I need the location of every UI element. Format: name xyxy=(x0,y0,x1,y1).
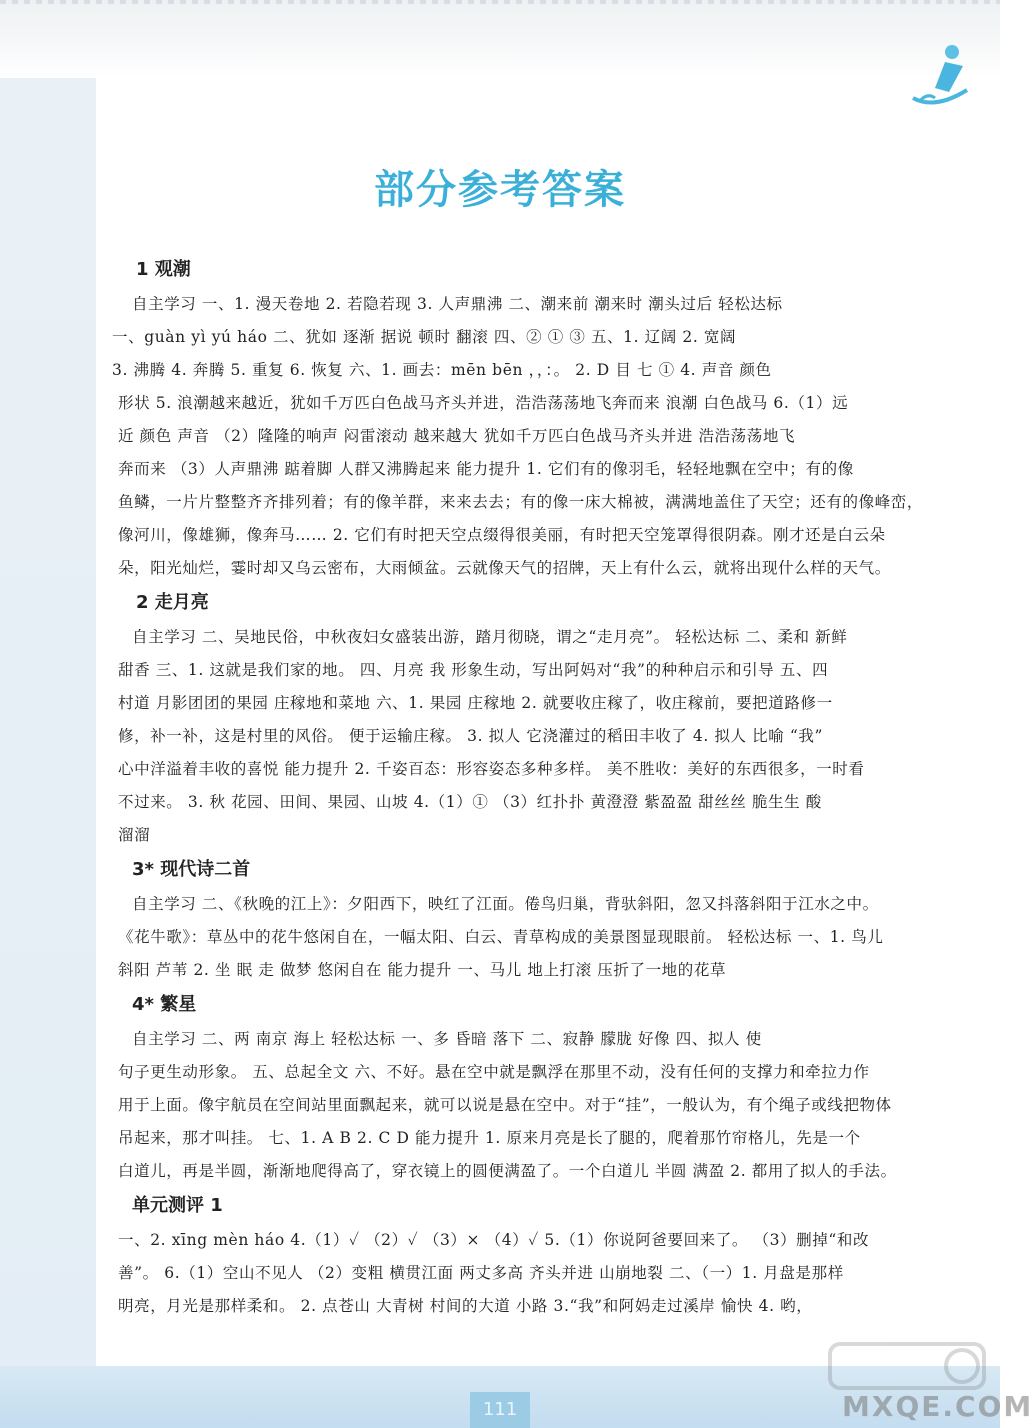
left-margin-tint xyxy=(0,78,96,1368)
text-line: 朵，阳光灿烂，霎时却又乌云密布，大雨倾盆。云就像天气的招牌，天上有什么云，就将出现什么样的天气。 xyxy=(118,559,891,577)
text-line: 像河川，像雄狮，像奔马…… 2. 它们有时把天空点缀得很美丽，有时把天空笼罩得很阴森。刚才还是白云朵 xyxy=(118,526,886,544)
text-line: 自主学习 二、吴地民俗，中秋夜妇女盛装出游，踏月彻晓，谓之“走月亮”。 轻松达标 二、柔和 新鲜 xyxy=(132,628,848,646)
section-heading: 3* 现代诗二首 xyxy=(132,859,251,880)
watermark-text: MXQE.COM xyxy=(842,1390,1033,1423)
text-line: 一、2. xīng mèn háo 4.（1）✓ （2）✓ （3）× （4）✓ 5.（1）你说阿爸要回来了。 （3）删掉“和改 xyxy=(118,1231,870,1249)
pen-logo-icon xyxy=(905,40,975,112)
text-line: 用于上面。像宇航员在空间站里面飘起来，就可以说是悬在空中。对于“挂”，一般认为，有个绳子或线把物体 xyxy=(118,1096,892,1114)
section-heading: 4* 繁星 xyxy=(132,994,197,1015)
text-line: 奔而来 （3）人声鼎沸 踮着脚 人群又沸腾起来 能力提升 1. 它们有的像羽毛，轻轻地飘在空中；有的像 xyxy=(118,460,854,478)
text-line: 善”。 6.（1）空山不见人 （2）变粗 横贯江面 两丈多高 齐头并进 山崩地裂 二、（一）1. 月盘是那样 xyxy=(118,1264,844,1282)
text-line: 一、guàn yì yú háo 二、犹如 逐渐 据说 顿时 翻滚 四、② ① ③ 五、1. 辽阔 2. 宽阔 xyxy=(112,328,737,346)
text-line: 村道 月影团团的果园 庄稼地和菜地 六、1. 果园 庄稼地 2. 就要收庄稼了，收庄稼前，要把道路修一 xyxy=(118,694,833,712)
page-number: 111 xyxy=(470,1392,530,1428)
text-line: 形状 5. 浪潮越来越近，犹如千万匹白色战马齐头并进，浩浩荡荡地飞奔而来 浪潮 白色战马 6.（1）远 xyxy=(118,394,849,412)
text-line: 《花牛歌》：草丛中的花牛悠闲自在，一幅太阳、白云、青草构成的美景图显现眼前。 轻松达标 一、1. 鸟儿 xyxy=(118,928,884,946)
text-line: 白道儿，再是半圆，渐渐地爬得高了，穿衣镜上的圆便满盈了。一个白道儿 半圆 满盈 2. 都用了拟人的手法。 xyxy=(118,1162,897,1180)
text-line: 吊起来，那才叫挂。 七、1. A B 2. C D 能力提升 1. 原来月亮是长了腿的，爬着那竹帘格儿，先是一个 xyxy=(118,1129,861,1147)
text-line: 明亮，月光是那样柔和。 2. 点苍山 大青树 村间的大道 小路 3.“我”和阿妈走过溪岸 愉快 4. 哟， xyxy=(118,1297,813,1315)
text-line: 自主学习 二、《秋晚的江上》：夕阳西下，映红了江面。倦鸟归巢，背驮斜阳，忽又抖落斜阳于江水之中。 xyxy=(132,895,879,913)
text-line: 鱼鳞，一片片整整齐齐排列着；有的像羊群，来来去去；有的像一床大棉被，满满地盖住了天空；还有的像峰峦， xyxy=(118,493,924,511)
section-heading: 单元测评 1 xyxy=(132,1195,223,1216)
text-line: 自主学习 一、1. 漫天卷地 2. 若隐若现 3. 人声鼎沸 二、潮来前 潮来时 潮头过后 轻松达标 xyxy=(132,295,783,313)
top-band xyxy=(0,0,1000,78)
text-line: 斜阳 芦苇 2. 坐 眠 走 做梦 悠闲自在 能力提升 一、马儿 地上打滚 压折了一地的花草 xyxy=(118,961,727,979)
text-line: 甜香 三、1. 这就是我们家的地。 四、月亮 我 形象生动，写出阿妈对“我”的种种启示和引导 五、四 xyxy=(118,661,829,679)
page-title: 部分参考答案 xyxy=(374,167,626,213)
text-line: 溜溜 xyxy=(118,826,151,844)
top-rule xyxy=(0,0,1000,4)
text-line: 心中洋溢着丰收的喜悦 能力提升 2. 千姿百态：形容姿态多种多样。 美不胜收：美好的东西很多，一时看 xyxy=(118,760,865,778)
answer-content xyxy=(112,252,928,1323)
text-line: 自主学习 二、两 南京 海上 轻松达标 一、多 昏暗 落下 二、寂静 朦胧 好像 四、拟人 使 xyxy=(132,1030,762,1048)
text-line: 3. 沸腾 4. 奔腾 5. 重复 6. 恢复 六、1. 画去：mēn bēn ，，：。 2. D 目 七 ① 4. 声音 颜色 xyxy=(112,361,772,379)
text-line: 近 颜色 声音 （2）隆隆的响声 闷雷滚动 越来越大 犹如千万匹白色战马齐头并进 浩浩荡荡地飞 xyxy=(118,427,796,445)
text-line: 不过来。 3. 秋 花园、田间、果园、山坡 4.（1）① （3）红扑扑 黄澄澄 紫盈盈 甜丝丝 脆生生 酸 xyxy=(118,793,822,811)
text-line: 修，补一补，这是村里的风俗。 便于运输庄稼。 3. 拟人 它浇灌过的稻田丰收了 4. 拟人 比喻 “我” xyxy=(118,727,824,745)
text-line: 句子更生动形象。 五、总起全文 六、不好。悬在空中就是飘浮在那里不动，没有任何的支撑力和牵拉力作 xyxy=(118,1063,870,1081)
section-heading: 1 观潮 xyxy=(136,259,191,280)
section-heading: 2 走月亮 xyxy=(136,592,209,613)
